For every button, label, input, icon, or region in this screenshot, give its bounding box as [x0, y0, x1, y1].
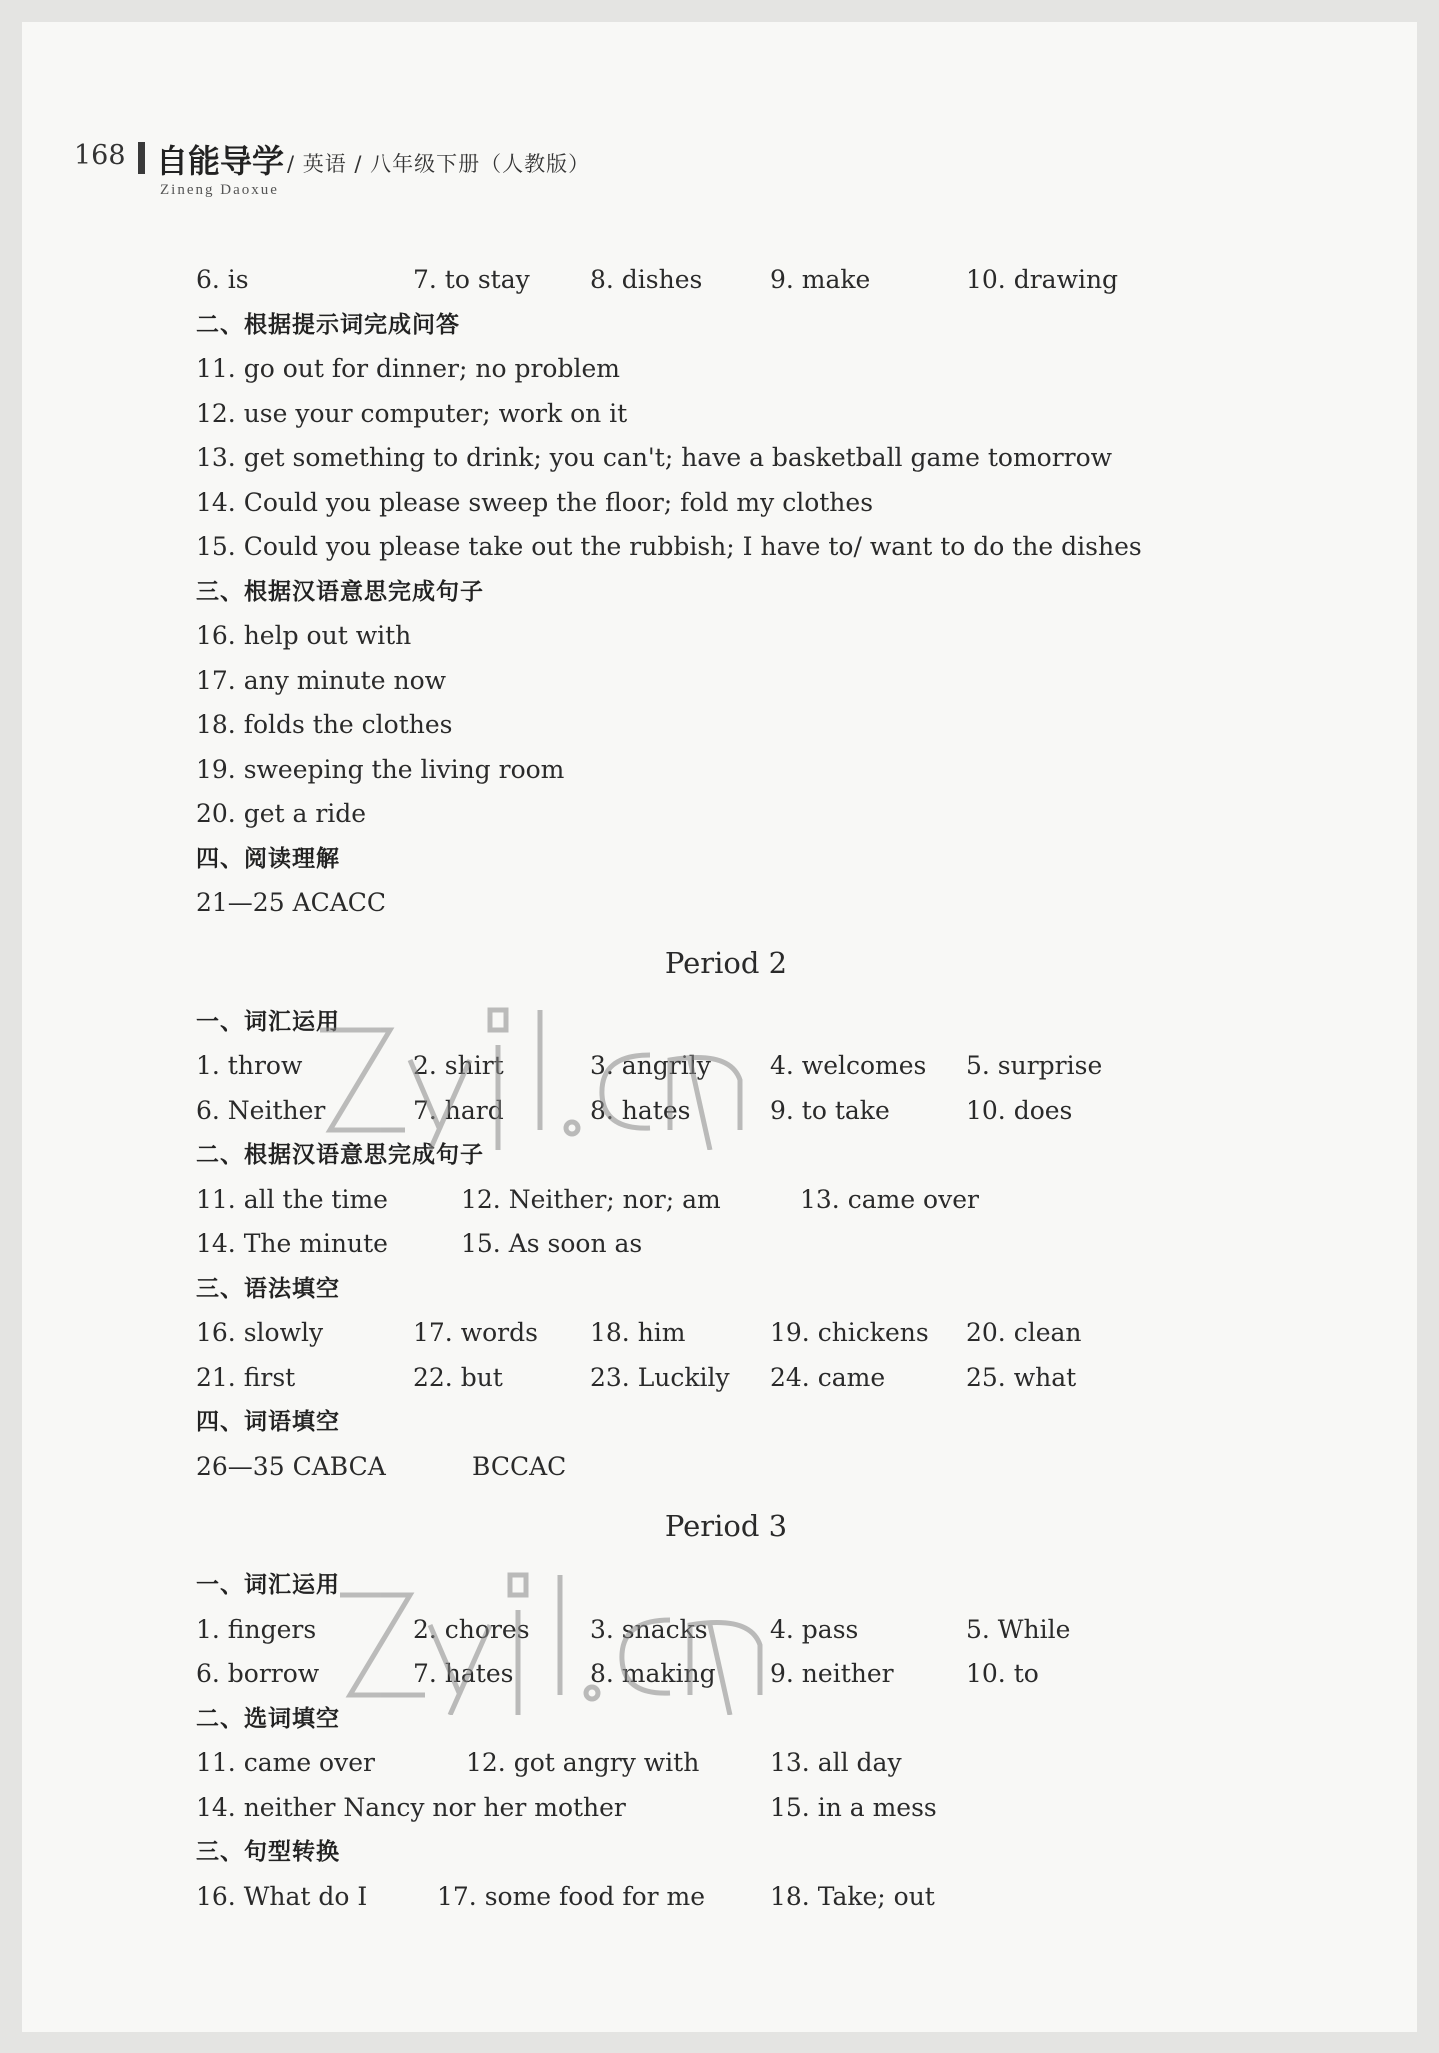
section-heading: 二、根据汉语意思完成句子	[196, 1142, 484, 1168]
answer-row	[196, 1178, 1196, 1223]
answer-row	[196, 1786, 1196, 1831]
book-brand: 自能导学	[156, 142, 285, 180]
answer-item: 18. Take; out	[770, 1881, 935, 1911]
answer-item: 7. to stay	[413, 265, 530, 294]
answer-item: 12. Neither; nor; am	[461, 1184, 721, 1214]
answer-line: 16. help out with	[196, 621, 412, 650]
answer-line: 20. get a ride	[196, 799, 367, 828]
answer-line: 14. Could you please sweep the floor; fold my clothes	[196, 487, 874, 517]
section-heading: 二、根据提示词完成问答	[196, 311, 460, 338]
answer-item: 5. surprise	[966, 1051, 1103, 1080]
answer-item: 2. shirt	[413, 1051, 504, 1080]
answer-row	[196, 1445, 1196, 1490]
answer-item: 25. what	[966, 1362, 1077, 1392]
answer-row	[196, 1222, 1196, 1267]
answer-item: 10. to	[966, 1659, 1039, 1688]
answer-item: 11. all the time	[196, 1184, 388, 1214]
answer-item: 16. What do I	[196, 1881, 368, 1911]
answer-item: 13. came over	[800, 1184, 979, 1214]
answer-item: 19. chickens	[770, 1318, 929, 1347]
answer-item: 9. to take	[770, 1095, 890, 1125]
answer-item: 21. first	[196, 1362, 296, 1392]
answer-item: 5. While	[966, 1614, 1071, 1644]
answer-item: 16. slowly	[196, 1318, 324, 1347]
answer-item: 20. clean	[966, 1318, 1082, 1347]
period-title: Period 3	[664, 1509, 788, 1543]
answer-item: 8. hates	[590, 1095, 691, 1125]
answer-item: 17. words	[413, 1318, 538, 1347]
section-heading: 三、语法填空	[196, 1275, 340, 1302]
answer-item: 22. but	[413, 1362, 503, 1392]
breadcrumb: / 英语 / 八年级下册（人教版）	[287, 152, 591, 176]
section-heading: 一、词汇运用	[196, 1008, 340, 1035]
answer-item: 10. drawing	[966, 265, 1119, 294]
answer-row	[196, 1875, 1196, 1920]
answer-item: 6. borrow	[196, 1659, 320, 1688]
answer-row	[196, 258, 1196, 303]
answer-item: 17. some food for me	[437, 1881, 706, 1911]
answer-item: 14. neither Nancy nor her mother	[196, 1792, 626, 1822]
answer-item: 6. is	[196, 265, 249, 294]
answer-row	[196, 1652, 1196, 1697]
answer-row	[196, 1356, 1196, 1401]
answer-line: 12. use your computer; work on it	[196, 398, 628, 428]
answer-item: 26—35 CABCA	[196, 1451, 386, 1481]
header-divider	[138, 142, 145, 174]
answer-item: 13. all day	[770, 1748, 902, 1777]
answer-line: 17. any minute now	[196, 665, 447, 695]
section-heading: 三、根据汉语意思完成句子	[196, 578, 484, 605]
answer-item: 23. Luckily	[590, 1362, 730, 1392]
answer-item: 7. hates	[413, 1659, 514, 1688]
answer-item: 14. The minute	[196, 1229, 388, 1258]
answer-line: 15. Could you please take out the rubbish; I have to/ want to do the dishes	[196, 532, 1142, 561]
answer-item: 15. As soon as	[461, 1229, 643, 1258]
answer-row	[196, 1044, 1196, 1089]
answer-line: 11. go out for dinner; no problem	[196, 354, 620, 383]
answer-item: 3. angrily	[590, 1051, 711, 1080]
answer-item: 11. came over	[196, 1748, 375, 1777]
answer-item: 6. Neither	[196, 1095, 326, 1125]
answer-item: 1. fingers	[196, 1614, 317, 1644]
answer-item: 8. dishes	[590, 265, 703, 294]
answer-item: 15. in a mess	[770, 1792, 937, 1822]
answer-row	[196, 1741, 1196, 1786]
answer-item: 7. hard	[413, 1095, 504, 1125]
answer-key	[196, 258, 1196, 1919]
answer-item: 2. chores	[413, 1614, 530, 1644]
answer-item: 4. pass	[770, 1614, 859, 1644]
section-heading: 三、句型转换	[196, 1839, 340, 1865]
answer-item: 18. him	[590, 1318, 686, 1347]
answer-row	[196, 1089, 1196, 1134]
section-heading: 四、阅读理解	[196, 845, 340, 872]
answer-row	[196, 1311, 1196, 1356]
answer-item: 9. neither	[770, 1659, 894, 1688]
page-number: 168	[74, 140, 126, 171]
answer-row	[196, 1608, 1196, 1653]
answer-item: 8. making	[590, 1659, 716, 1688]
section-heading: 一、词汇运用	[196, 1572, 340, 1598]
section-heading: 二、选词填空	[196, 1705, 340, 1732]
answer-line: 21—25 ACACC	[196, 888, 387, 917]
period-title: Period 2	[664, 945, 788, 980]
answer-item: 1. throw	[196, 1051, 303, 1080]
answer-item: 9. make	[770, 265, 871, 294]
brand-pinyin: Zineng Daoxue	[160, 182, 279, 198]
answer-item: 3. snacks	[590, 1614, 708, 1644]
answer-item: 4. welcomes	[770, 1051, 927, 1080]
answer-line: 19. sweeping the living room	[196, 754, 565, 784]
answer-line: 13. get something to drink; you can't; have a basketball game tomorrow	[196, 443, 1113, 472]
answer-item: 24. came	[770, 1362, 886, 1392]
section-heading: 四、词语填空	[196, 1409, 340, 1435]
answer-item: 12. got angry with	[466, 1748, 700, 1777]
answer-item: 10. does	[966, 1095, 1073, 1125]
answer-item: BCCAC	[472, 1451, 567, 1481]
answer-line: 18. folds the clothes	[196, 710, 453, 739]
